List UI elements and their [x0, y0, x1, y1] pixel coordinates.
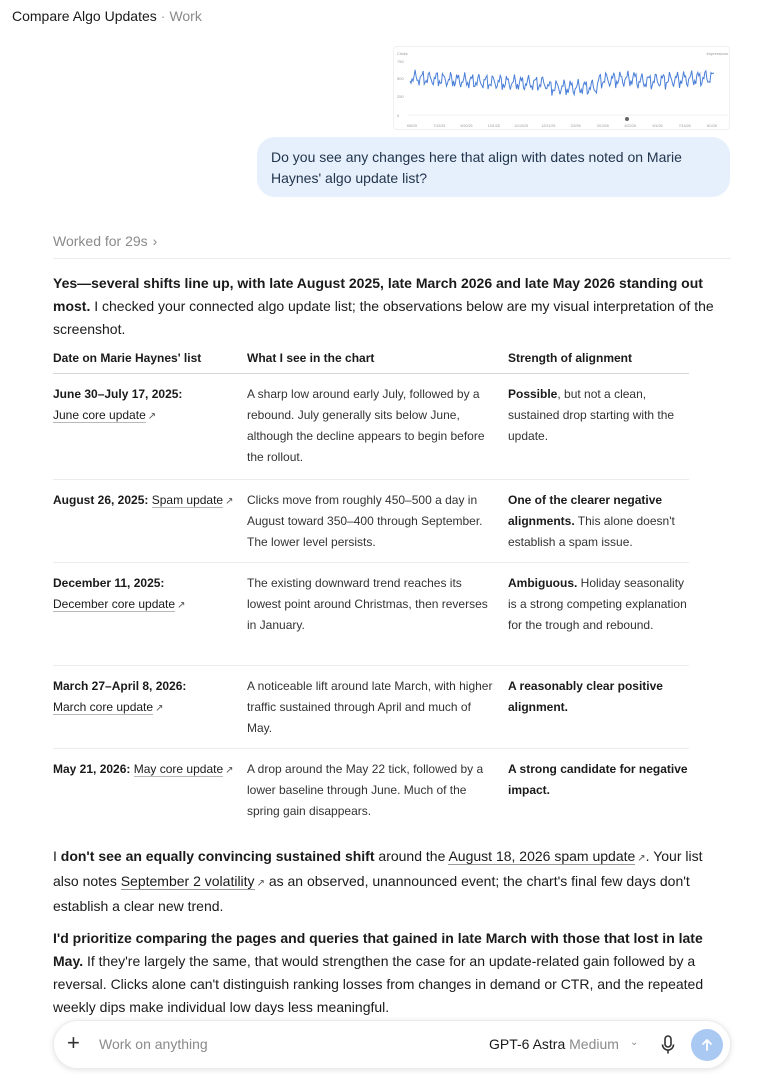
update-link[interactable]: June core update — [53, 408, 146, 422]
row-observation: A drop around the May 22 tick, followed by a lower baseline through June. Much of the spring gain disappears. — [247, 762, 484, 818]
table-row — [53, 480, 689, 563]
model-effort: Medium — [569, 1036, 619, 1052]
x-tick: 3/13/26 — [596, 124, 609, 128]
divider — [53, 258, 731, 259]
chevron-right-icon: › — [152, 233, 158, 249]
row-date: March 27–April 8, 2026: — [53, 679, 187, 693]
arrow-up-icon — [700, 1038, 714, 1052]
row-strength-bold: Possible — [508, 387, 558, 401]
worked-label: Worked for 29s — [53, 233, 148, 249]
alignment-table — [53, 348, 689, 831]
external-link-icon: ↗ — [147, 411, 157, 422]
external-link-icon: ↗ — [225, 496, 234, 507]
x-tick: 8/20/25 — [460, 124, 473, 128]
row-date: August 26, 2025: — [53, 493, 149, 507]
row-observation: The existing downward trend reaches its lowest point around Christmas, then reverses in January. — [247, 576, 488, 632]
row-strength-rest: , but not a clean, sustained drop starting with the update. — [508, 387, 675, 443]
chart-marker-dot — [625, 117, 629, 121]
row-date: December 11, 2025: — [53, 576, 165, 590]
text: I — [53, 848, 61, 864]
bold-text: don't see an equally convincing sustained shift — [60, 848, 375, 864]
title-separator: · — [160, 8, 166, 24]
x-tick: 6/1/26 — [652, 124, 663, 128]
chart-top-left-label: Clicks — [397, 51, 408, 56]
project-name[interactable]: Work — [169, 8, 202, 24]
table-row — [53, 666, 689, 749]
row-date: May 21, 2026: — [53, 762, 131, 776]
update-link[interactable]: Spam update — [151, 493, 224, 507]
text: If they're largely the same, that would strengthen the case for an update-related gain followed by a reversal. Clicks alone can't distinguish ranking losses from changes in demand or CTR, and the repeated weekly dips make individual low days less meaningful. — [53, 953, 704, 1015]
y-tick: 750 — [397, 59, 404, 64]
x-tick: 12/21/25 — [541, 124, 556, 128]
conversation-header — [12, 8, 202, 24]
spam-update-link[interactable]: August 18, 2026 spam update — [448, 848, 636, 864]
text: as an observed, unannounced event; the chart's final few days don't establish a clear new trend. — [53, 873, 690, 914]
update-link[interactable]: May core update — [133, 762, 224, 776]
x-tick: 4/22/26 — [624, 124, 637, 128]
table-row — [53, 749, 689, 831]
table-row — [53, 374, 689, 480]
text: around the — [374, 848, 449, 864]
x-tick: 6/6/25 — [407, 124, 417, 128]
table-row — [53, 563, 689, 666]
x-tick: 7/12/25 — [433, 124, 446, 128]
chart-top-right-label: Impressions — [706, 51, 728, 56]
row-strength-bold: One of the clearer negative alignments. — [508, 493, 663, 528]
row-strength-rest: This alone doesn't establish a spam issue. — [508, 514, 675, 549]
x-tick: 10/1/25 — [487, 124, 500, 128]
answer-intro — [53, 272, 718, 341]
y-tick: 0 — [397, 113, 400, 118]
composer-input[interactable]: Work on anything — [99, 1036, 208, 1052]
bold-text: I'd prioritize comparing the pages and queries that gained in late March with those that lost in late May. — [53, 930, 703, 969]
row-strength-bold: A reasonably clear positive alignment. — [508, 679, 663, 714]
column-header-date: Date on Marie Haynes' list — [53, 351, 202, 365]
volatility-link[interactable]: September 2 volatility — [120, 873, 255, 889]
answer-paragraph-spam — [53, 845, 718, 918]
x-tick: 7/14/26 — [678, 124, 691, 128]
user-message: Do you see any changes here that align with dates noted on Marie Haynes' algo update list? — [257, 137, 730, 197]
update-link[interactable]: December core update — [53, 597, 176, 611]
external-link-icon: ↗ — [637, 853, 646, 864]
text: . Your list also notes — [53, 848, 703, 889]
attached-chart-screenshot[interactable] — [393, 46, 730, 130]
send-button[interactable] — [691, 1029, 723, 1061]
row-strength-bold: A strong candidate for negative impact. — [508, 762, 688, 797]
external-link-icon: ↗ — [177, 600, 186, 611]
external-link-icon: ↗ — [225, 765, 234, 776]
answer-lead-bold: Yes—several shifts line up, with late August 2025, late March 2026 and late May 2026 standing out most. — [53, 275, 703, 314]
column-header-strength: Strength of alignment — [508, 351, 632, 365]
external-link-icon: ↗ — [155, 703, 164, 714]
microphone-icon[interactable] — [661, 1035, 675, 1055]
x-tick: 11/10/25 — [514, 124, 528, 128]
update-link[interactable]: March core update — [53, 700, 154, 714]
plus-icon[interactable]: + — [67, 1030, 80, 1055]
clicks-series-line — [410, 70, 714, 96]
answer-lead-rest: I checked your connected algo update list; the observations below are my visual interpretation of the screenshot. — [53, 298, 714, 337]
row-observation: A noticeable lift around late March, with higher traffic sustained through April and much of May. — [247, 679, 493, 735]
conversation-title[interactable]: Compare Algo Updates — [12, 8, 157, 24]
x-tick: 2/2/26 — [570, 124, 581, 128]
external-link-icon: ↗ — [256, 878, 265, 889]
message-composer — [53, 1020, 731, 1069]
row-observation: Clicks move from roughly 450–500 a day in August toward 350–400 through September. The lower level persists. — [247, 493, 483, 549]
model-selector[interactable] — [489, 1036, 619, 1052]
column-header-observation: What I see in the chart — [247, 351, 375, 365]
y-tick: 250 — [397, 94, 404, 99]
x-tick: 8/1/26 — [707, 124, 717, 128]
chevron-down-icon[interactable]: ⌄ — [630, 1037, 639, 1048]
table-header-row — [53, 348, 689, 374]
row-strength-bold: Ambiguous. — [508, 576, 578, 590]
model-name: GPT-6 Astra — [489, 1036, 566, 1052]
row-observation: A sharp low around early July, followed by a rebound. July generally sits below June, although the decline appears to begin before the rollout. — [247, 387, 485, 464]
answer-paragraph-recommendation — [53, 927, 718, 1019]
chart-thumbnail-svg — [394, 47, 731, 131]
worked-duration-toggle[interactable] — [53, 233, 157, 249]
row-strength-rest: Holiday seasonality is a strong competing explanation for the trough and rebound. — [508, 576, 687, 632]
y-tick: 500 — [397, 76, 404, 81]
row-date: June 30–July 17, 2025: — [53, 387, 183, 401]
